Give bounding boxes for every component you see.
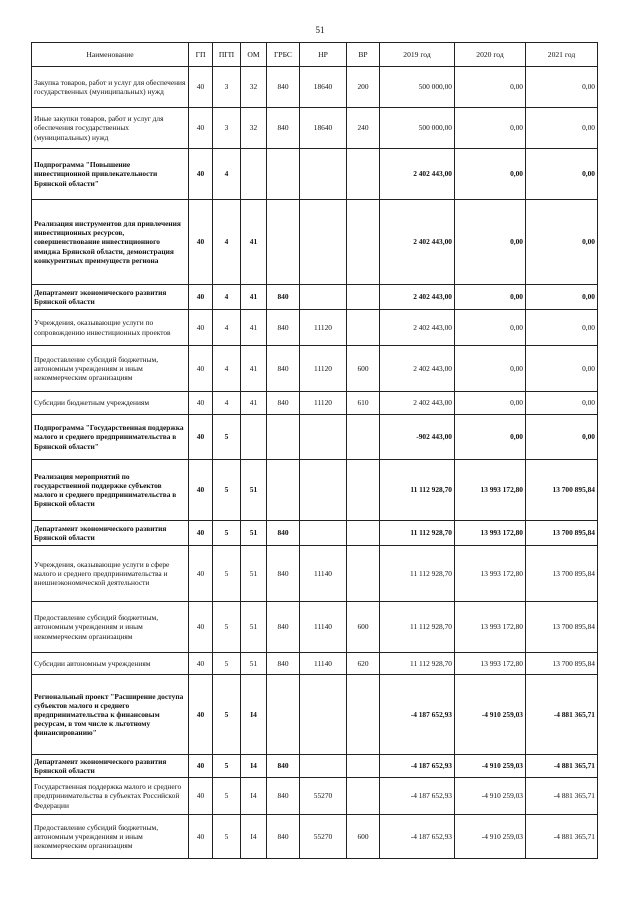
cell-om: 41 [241,392,267,415]
table-row [32,346,598,392]
cell-y2021: 13 700 895,84 [526,460,598,521]
cell-name: Субсидии бюджетным учреждениям [32,392,189,415]
cell-vr: 600 [347,815,380,859]
table-row [32,200,598,285]
cell-pgp: 3 [213,67,241,108]
cell-nr: 11140 [300,602,347,653]
table-header-row [32,43,598,67]
cell-y2021: 0,00 [526,108,598,149]
cell-nr: 18640 [300,108,347,149]
table-row [32,67,598,108]
cell-vr: 610 [347,392,380,415]
cell-name: Подпрограмма "Государственная поддержка малого и среднего предпринимательства в Брянской области" [32,415,189,460]
cell-vr [347,778,380,815]
cell-gp: 40 [189,546,213,602]
cell-vr [347,521,380,546]
cell-y2019: 2 402 443,00 [380,392,455,415]
cell-om: 41 [241,310,267,346]
table-body [32,67,598,859]
cell-grbs: 840 [267,546,300,602]
cell-y2021: 0,00 [526,415,598,460]
cell-grbs: 840 [267,285,300,310]
cell-nr: 11140 [300,546,347,602]
cell-name: Региональный проект "Расширение доступа субъектов малого и среднего предпринимательства к финансовым ресурсам, в том числе к льготному финансированию" [32,675,189,755]
cell-gp: 40 [189,755,213,778]
cell-nr: 11120 [300,346,347,392]
cell-y2021: 0,00 [526,346,598,392]
cell-grbs: 840 [267,778,300,815]
table-row [32,755,598,778]
cell-nr [300,149,347,200]
cell-y2019: 2 402 443,00 [380,149,455,200]
cell-gp: 40 [189,460,213,521]
cell-vr [347,460,380,521]
cell-gp: 40 [189,285,213,310]
table-row [32,415,598,460]
cell-vr [347,755,380,778]
cell-pgp: 5 [213,415,241,460]
cell-y2019: 11 112 928,70 [380,546,455,602]
cell-y2020: 0,00 [455,415,526,460]
cell-y2020: -4 910 259,03 [455,675,526,755]
budget-table [31,42,598,859]
cell-y2019: 11 112 928,70 [380,602,455,653]
cell-om: 41 [241,346,267,392]
cell-y2019: 500 000,00 [380,67,455,108]
cell-nr: 11140 [300,653,347,675]
cell-name: Иные закупки товаров, работ и услуг для обеспечения государственных (муниципальных) нужд [32,108,189,149]
cell-name: Учреждения, оказывающие услуги в сфере малого и среднего предпринимательства и внешнеэкономической деятельности [32,546,189,602]
cell-vr [347,310,380,346]
cell-gp: 40 [189,392,213,415]
cell-y2021: 13 700 895,84 [526,546,598,602]
cell-om [241,415,267,460]
cell-pgp: 4 [213,200,241,285]
cell-pgp: 5 [213,815,241,859]
header-gp: ГП [189,43,213,67]
cell-y2019: -4 187 652,93 [380,778,455,815]
cell-gp: 40 [189,67,213,108]
cell-y2019: 2 402 443,00 [380,346,455,392]
table-row [32,460,598,521]
cell-y2019: 11 112 928,70 [380,653,455,675]
cell-vr: 620 [347,653,380,675]
cell-gp: 40 [189,346,213,392]
cell-nr [300,200,347,285]
table-row [32,149,598,200]
cell-name: Подпрограмма "Повышение инвестиционной привлекательности Брянской области" [32,149,189,200]
cell-pgp: 5 [213,460,241,521]
cell-y2021: -4 881 365,71 [526,755,598,778]
cell-grbs [267,675,300,755]
header-2021: 2021 год [526,43,598,67]
cell-y2019: 2 402 443,00 [380,310,455,346]
cell-y2019: 11 112 928,70 [380,521,455,546]
cell-name: Субсидии автономным учреждениям [32,653,189,675]
table-row [32,602,598,653]
cell-om: 41 [241,200,267,285]
cell-y2020: -4 910 259,03 [455,755,526,778]
cell-name: Департамент экономического развития Брянской области [32,285,189,310]
header-nr: НР [300,43,347,67]
cell-y2020: 0,00 [455,67,526,108]
table-row [32,521,598,546]
cell-grbs: 840 [267,67,300,108]
cell-vr [347,675,380,755]
cell-name: Закупка товаров, работ и услуг для обеспечения государственных (муниципальных) нужд [32,67,189,108]
table-row [32,310,598,346]
cell-gp: 40 [189,815,213,859]
cell-name: Предоставление субсидий бюджетным, автономным учреждениям и иным некоммерческим организациям [32,815,189,859]
cell-name: Предоставление субсидий бюджетным, автономным учреждениям и иным некоммерческим организациям [32,346,189,392]
table-row [32,108,598,149]
cell-y2019: -4 187 652,93 [380,815,455,859]
cell-y2020: 0,00 [455,346,526,392]
cell-y2021: 0,00 [526,149,598,200]
cell-y2020: 0,00 [455,285,526,310]
cell-pgp: 4 [213,346,241,392]
cell-y2020: 0,00 [455,310,526,346]
cell-vr: 240 [347,108,380,149]
cell-y2020: 13 993 172,80 [455,546,526,602]
cell-pgp: 4 [213,149,241,200]
cell-y2020: 13 993 172,80 [455,460,526,521]
cell-y2020: 0,00 [455,200,526,285]
header-vr: ВР [347,43,380,67]
cell-gp: 40 [189,108,213,149]
cell-y2021: 13 700 895,84 [526,653,598,675]
cell-vr [347,415,380,460]
cell-y2020: -4 910 259,03 [455,815,526,859]
cell-om: I4 [241,815,267,859]
cell-pgp: 4 [213,310,241,346]
header-pgp: ПГП [213,43,241,67]
header-grbs: ГРБС [267,43,300,67]
cell-pgp: 3 [213,108,241,149]
cell-nr [300,285,347,310]
table-row [32,546,598,602]
table-row [32,675,598,755]
cell-gp: 40 [189,415,213,460]
cell-y2019: -902 443,00 [380,415,455,460]
cell-gp: 40 [189,200,213,285]
cell-y2021: 0,00 [526,310,598,346]
cell-name: Реализация инструментов для привлечения инвестиционных ресурсов, совершенствование инвестиционного имиджа Брянской области, демонстрация конкурентных преимуществ региона [32,200,189,285]
cell-vr [347,149,380,200]
cell-name: Реализация мероприятий по государственной поддержке субъектов малого и среднего предпринимательства в Брянской области [32,460,189,521]
cell-y2021: -4 881 365,71 [526,675,598,755]
cell-y2020: 13 993 172,80 [455,521,526,546]
cell-name: Департамент экономического развития Брянской области [32,755,189,778]
cell-om: 51 [241,521,267,546]
cell-om: 51 [241,602,267,653]
cell-om [241,149,267,200]
cell-y2021: 0,00 [526,67,598,108]
cell-vr [347,285,380,310]
table-row [32,285,598,310]
page-number: 51 [315,25,325,35]
cell-vr [347,546,380,602]
cell-nr [300,755,347,778]
cell-vr: 600 [347,346,380,392]
cell-pgp: 5 [213,778,241,815]
cell-y2020: -4 910 259,03 [455,778,526,815]
cell-nr: 18640 [300,67,347,108]
cell-om: 51 [241,653,267,675]
cell-om: 32 [241,67,267,108]
cell-om: 32 [241,108,267,149]
cell-grbs: 840 [267,521,300,546]
cell-grbs [267,200,300,285]
cell-gp: 40 [189,149,213,200]
cell-name: Государственная поддержка малого и среднего предпринимательства в субъектах Российской Федерации [32,778,189,815]
cell-vr: 600 [347,602,380,653]
cell-grbs: 840 [267,815,300,859]
cell-nr [300,675,347,755]
cell-om: I4 [241,778,267,815]
header-2019: 2019 год [380,43,455,67]
cell-nr: 11120 [300,392,347,415]
cell-y2020: 13 993 172,80 [455,602,526,653]
cell-y2020: 0,00 [455,149,526,200]
table-row [32,392,598,415]
cell-grbs: 840 [267,602,300,653]
cell-om: 41 [241,285,267,310]
cell-y2021: 0,00 [526,392,598,415]
cell-gp: 40 [189,653,213,675]
cell-grbs [267,149,300,200]
cell-gp: 40 [189,310,213,346]
cell-y2020: 0,00 [455,108,526,149]
cell-grbs: 840 [267,755,300,778]
cell-pgp: 5 [213,675,241,755]
cell-pgp: 5 [213,653,241,675]
cell-y2019: 2 402 443,00 [380,200,455,285]
cell-y2021: -4 881 365,71 [526,815,598,859]
cell-name: Предоставление субсидий бюджетным, автономным учреждениям и иным некоммерческим организациям [32,602,189,653]
cell-om: I4 [241,755,267,778]
cell-pgp: 4 [213,392,241,415]
table-row [32,653,598,675]
cell-y2019: -4 187 652,93 [380,675,455,755]
cell-grbs: 840 [267,346,300,392]
cell-om: 51 [241,460,267,521]
cell-gp: 40 [189,778,213,815]
header-om: ОМ [241,43,267,67]
table-row [32,815,598,859]
cell-name: Учреждения, оказывающие услуги по сопровождению инвестиционных проектов [32,310,189,346]
cell-y2019: -4 187 652,93 [380,755,455,778]
cell-vr [347,200,380,285]
cell-nr: 55270 [300,815,347,859]
cell-pgp: 4 [213,285,241,310]
table-row [32,778,598,815]
cell-pgp: 5 [213,546,241,602]
cell-name: Департамент экономического развития Брянской области [32,521,189,546]
cell-gp: 40 [189,675,213,755]
cell-y2021: 13 700 895,84 [526,521,598,546]
cell-nr [300,415,347,460]
cell-grbs [267,415,300,460]
cell-grbs: 840 [267,108,300,149]
cell-y2019: 11 112 928,70 [380,460,455,521]
cell-grbs: 840 [267,653,300,675]
cell-grbs: 840 [267,392,300,415]
cell-pgp: 5 [213,602,241,653]
cell-y2021: 0,00 [526,200,598,285]
cell-pgp: 5 [213,755,241,778]
cell-om: 51 [241,546,267,602]
header-2020: 2020 год [455,43,526,67]
cell-y2019: 500 000,00 [380,108,455,149]
cell-gp: 40 [189,602,213,653]
cell-gp: 40 [189,521,213,546]
cell-y2020: 13 993 172,80 [455,653,526,675]
cell-om: I4 [241,675,267,755]
cell-nr: 11120 [300,310,347,346]
cell-grbs: 840 [267,310,300,346]
cell-y2020: 0,00 [455,392,526,415]
cell-y2021: 0,00 [526,285,598,310]
cell-y2019: 2 402 443,00 [380,285,455,310]
cell-pgp: 5 [213,521,241,546]
cell-y2021: 13 700 895,84 [526,602,598,653]
cell-nr [300,460,347,521]
cell-nr: 55270 [300,778,347,815]
cell-vr: 200 [347,67,380,108]
cell-nr [300,521,347,546]
cell-grbs [267,460,300,521]
cell-y2021: -4 881 365,71 [526,778,598,815]
header-name: Наименование [32,43,189,67]
